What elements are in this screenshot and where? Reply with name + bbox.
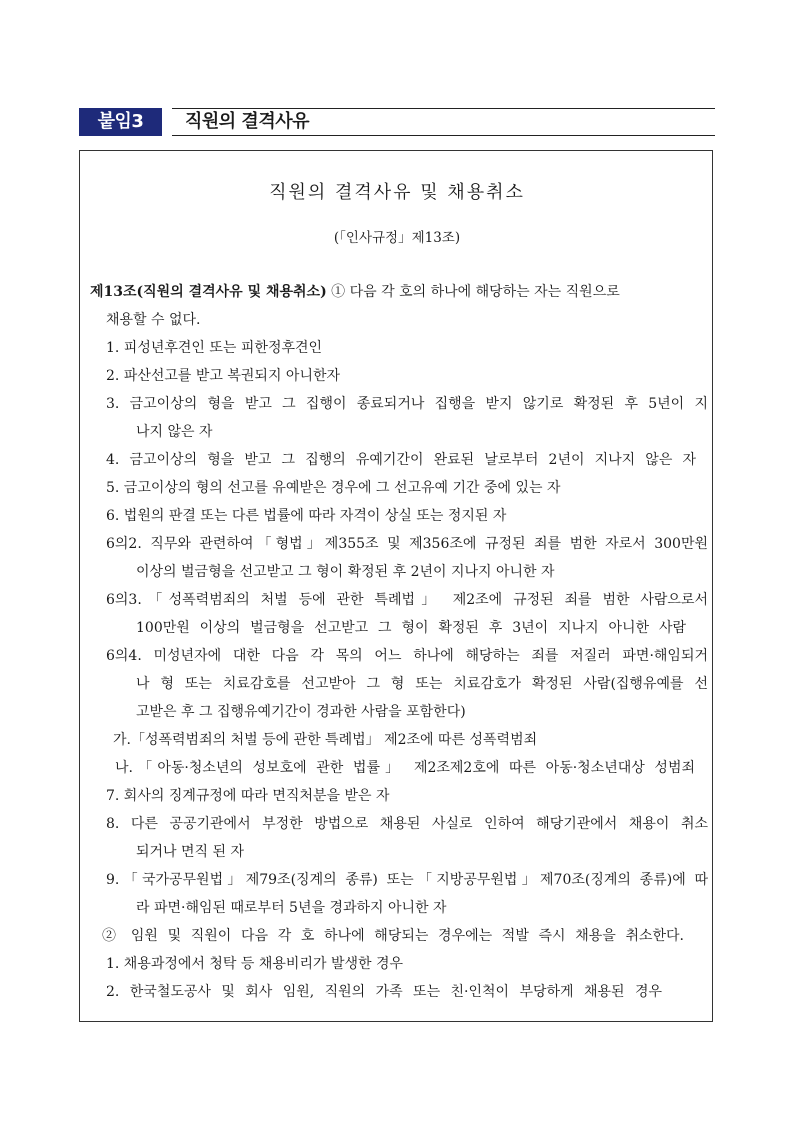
item-8: 8. 다른 공공기관에서 부정한 방법으로 채용된 사실로 인하여 해당기관에서 채용이 취소 (106, 816, 708, 832)
item-6-3: 6의3.「성폭력범죄의 처벌 등에 관한 특례법」 제2조에 규정된 죄를 범한 사람으로서 (106, 592, 708, 608)
item-9-cont: 라 파면·해임된 때로부터 5년을 경과하지 아니한 자 (136, 900, 447, 916)
item-6-4-cont-2: 고받은 후 그 집행유예기간이 경과한 사람을 포함한다) (136, 704, 466, 720)
item-4: 4. 금고이상의 형을 받고 그 집행의 유예기간이 완료된 날로부터 2년이 지나지 않은 자 (106, 452, 696, 468)
item-5: 5. 금고이상의 형의 선고를 유예받은 경우에 그 선고유예 기간 중에 있는 자 (106, 480, 561, 496)
item-3: 3. 금고이상의 형을 받고 그 집행이 종료되거나 집행을 받지 않기로 확정된 후 5년이 지 (106, 396, 708, 412)
article-first-line (90, 282, 708, 302)
clause-2: ② 임원 및 직원이 다음 각 호 하나에 해당되는 경우에는 적발 즉시 채용을 취소한다. (102, 928, 684, 944)
sub-item-na: 나.「아동·청소년의 성보호에 관한 법률」 제2조제2호에 따른 아동·청소년대상 성범죄 (115, 760, 695, 776)
item-2: 2. 파산선고를 받고 복권되지 아니한자 (106, 368, 341, 384)
item-6-4-cont: 나 형 또는 치료감호를 선고받아 그 형 또는 치료감호가 확정된 사람(집행유예를 선 (136, 676, 708, 692)
item-6-3-cont: 100만원 이상의 벌금형을 선고받고 그 형이 확정된 후 3년이 지나지 아니한 사람 (136, 620, 686, 636)
item-6-2-cont: 이상의 벌금형을 선고받고 그 형이 확정된 후 2년이 지나지 아니한 자 (136, 564, 555, 580)
clause-1-intro-cont: 채용할 수 없다. (106, 312, 201, 328)
item-3-cont: 나지 않은 자 (136, 424, 213, 440)
item-1: 1. 피성년후견인 또는 피한정후견인 (106, 340, 323, 356)
sub-item-ga: 가.「성폭력범죄의 처벌 등에 관한 특례법」 제2조에 따른 성폭력범죄 (113, 732, 538, 748)
clause-2-item-2: 2. 한국철도공사 및 회사 임원, 직원의 가족 또는 친·인척이 부당하게 채용된 경우 (106, 984, 662, 1000)
clause-2-item-1: 1. 채용과정에서 청탁 등 채용비리가 발생한 경우 (106, 956, 404, 972)
regulation-box (79, 150, 713, 1022)
clause-1-intro: ① 다음 각 호의 하나에 해당하는 자는 직원으로 (331, 284, 620, 300)
item-6: 6. 법원의 판결 또는 다른 법률에 따라 자격이 상실 또는 정지된 자 (106, 508, 507, 524)
item-9: 9.「국가공무원법」제79조(징계의 종류) 또는「지방공무원법」제70조(징계의 종류)에 따 (106, 872, 708, 888)
item-8-cont: 되거나 면직 된 자 (136, 844, 245, 860)
header-rule-bottom (172, 135, 715, 136)
attachment-title: 직원의 결격사유 (185, 111, 309, 132)
item-7: 7. 회사의 징계규정에 따라 면직처분을 받은 자 (106, 788, 390, 804)
item-6-4: 6의4. 미성년자에 대한 다음 각 목의 어느 하나에 해당하는 죄를 저질러 파면·해임되거 (106, 648, 708, 664)
attachment-tag: 붙임3 (79, 108, 162, 136)
attachment-header (79, 106, 715, 138)
document-title: 직원의 결격사유 및 채용취소 (269, 182, 525, 203)
item-6-2: 6의2. 직무와 관련하여「형법」제355조 및 제356조에 규정된 죄를 범한 자로서 300만원 (106, 536, 708, 552)
document-subtitle: (「인사규정」제13조) (333, 230, 461, 246)
article-heading: 제13조(직원의 결격사유 및 채용취소) (90, 284, 327, 300)
